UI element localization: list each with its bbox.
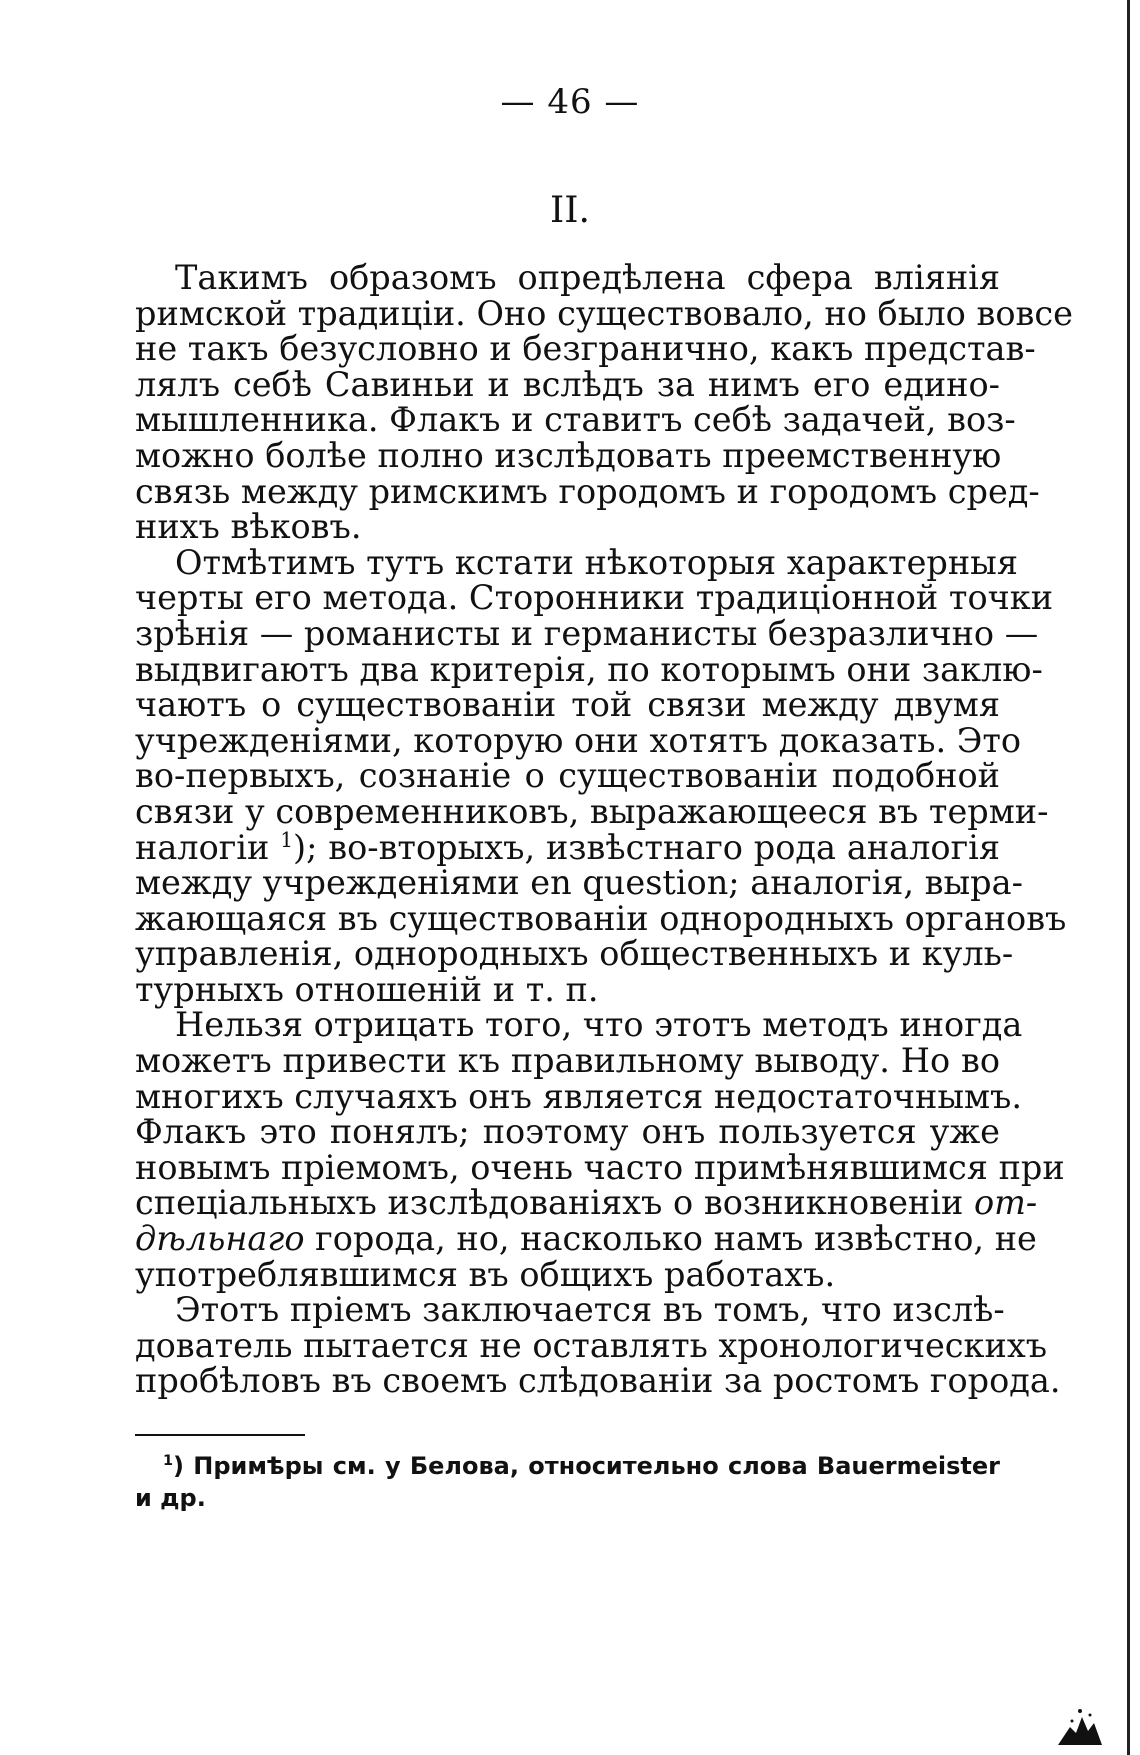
text-line: выдвигаютъ два критерія, по которымъ они заклю- (135, 649, 1043, 689)
text-line: можетъ привести къ правильному выводу. Но во (135, 1041, 1000, 1081)
italic-fragment: дѣльнаго (135, 1219, 305, 1259)
footnote-text: ) Примѣры см. у Белова, относительно слова Bauermeister (173, 1452, 1000, 1480)
text-fragment: города, но, насколько намъ извѣстно, не (315, 1219, 1037, 1259)
footnote-line (135, 1450, 1000, 1482)
text-line-with-footnote: налогіи $^1$); во-вторыхъ, извѣстнаго рода аналогія (135, 827, 1000, 867)
text-line: связи у современниковъ, выражающееся въ терми- (135, 791, 1049, 831)
text-line-with-italic (135, 1183, 1038, 1223)
page-number: — 46 — (500, 82, 640, 122)
footnote-divider (135, 1434, 305, 1436)
text-line: Отмѣтимъ тутъ кстати нѣкоторыя характерныя (175, 542, 1018, 582)
footnote-mark: 1 (163, 1453, 174, 1469)
text-line: нихъ вѣковъ. (135, 507, 362, 547)
text-line: римской традиціи. Оно существовало, но было вовсе (135, 293, 1073, 333)
text-line: управленія, однородныхъ общественныхъ и куль- (135, 934, 1014, 974)
text-line: мышленника. Флакъ и ставитъ себѣ задачей, воз- (135, 400, 1016, 440)
italic-fragment: от- (973, 1183, 1038, 1223)
text-line: черты его метода. Сторонники традиціонной точки (135, 578, 1054, 618)
text-line: можно болѣе полно изслѣдовать преемственную (135, 435, 1002, 475)
text-line-with-italic (135, 1219, 1037, 1259)
text-line: пробѣловъ въ своемъ слѣдованіи за ростомъ города. (135, 1361, 1061, 1401)
text-line: чаютъ о существованіи той связи между двумя (135, 685, 1000, 725)
text-line: турныхъ отношеній и т. п. (135, 969, 599, 1009)
text-line: во-первыхъ, сознаніе о существованіи подобной (135, 756, 1000, 796)
text-line: многихъ случаяхъ онъ является недостаточнымъ. (135, 1076, 1022, 1116)
text-fragment: спеціальныхъ изслѣдованіяхъ о возникновеніи (135, 1183, 964, 1223)
paragraph-1 (135, 258, 1073, 547)
text-line: связь между римскимъ городомъ и городомъ сред- (135, 471, 1040, 511)
text-line: Флакъ это понялъ; поэтому онъ пользуется уже (135, 1112, 1000, 1152)
text-line: учрежденіями, которую они хотятъ доказать. Это (135, 720, 1022, 760)
text-line: новымъ пріемомъ, очень часто примѣнявшимся при (135, 1147, 1065, 1187)
paragraph-4 (135, 1290, 1061, 1401)
footnote-reference[interactable]: 1 (280, 827, 293, 852)
page-edge-line (1127, 0, 1130, 1755)
text-fragment: налогіи (135, 827, 270, 867)
text-line: лялъ себѣ Савиньи и вслѣдъ за нимъ его едино- (135, 364, 1000, 404)
body-text (135, 258, 1073, 1401)
text-fragment: ; во-вторыхъ, извѣстнаго рода аналогія (306, 827, 1000, 867)
text-line: Такимъ образомъ опредѣлена сфера вліянія (175, 258, 1000, 297)
text-line: Нельзя отрицать того, что этотъ методъ иногда (175, 1005, 1023, 1045)
paragraph-2 (135, 542, 1067, 1009)
text-line: употреблявшимся въ общихъ работахъ. (135, 1254, 836, 1294)
text-line: дователь пытается не оставлять хронологическихъ (135, 1325, 1048, 1365)
scan-smudge-icon (1050, 1687, 1110, 1747)
footnote-line: и др. (135, 1484, 206, 1512)
section-title: II. (550, 190, 590, 231)
text-line: жающаяся въ существованіи однородныхъ органовъ (135, 898, 1067, 938)
text-line: между учрежденіями en question; аналогія, выра- (135, 863, 1023, 903)
text-line: Этотъ пріемъ заключается въ томъ, что изслѣ- (175, 1290, 1005, 1330)
paragraph-3 (135, 1005, 1065, 1294)
text-line: зрѣнія — романисты и германисты безразлично — (135, 613, 1039, 653)
footnote (135, 1450, 1000, 1514)
text-line: не такъ безусловно и безгранично, какъ представ- (135, 329, 1036, 369)
